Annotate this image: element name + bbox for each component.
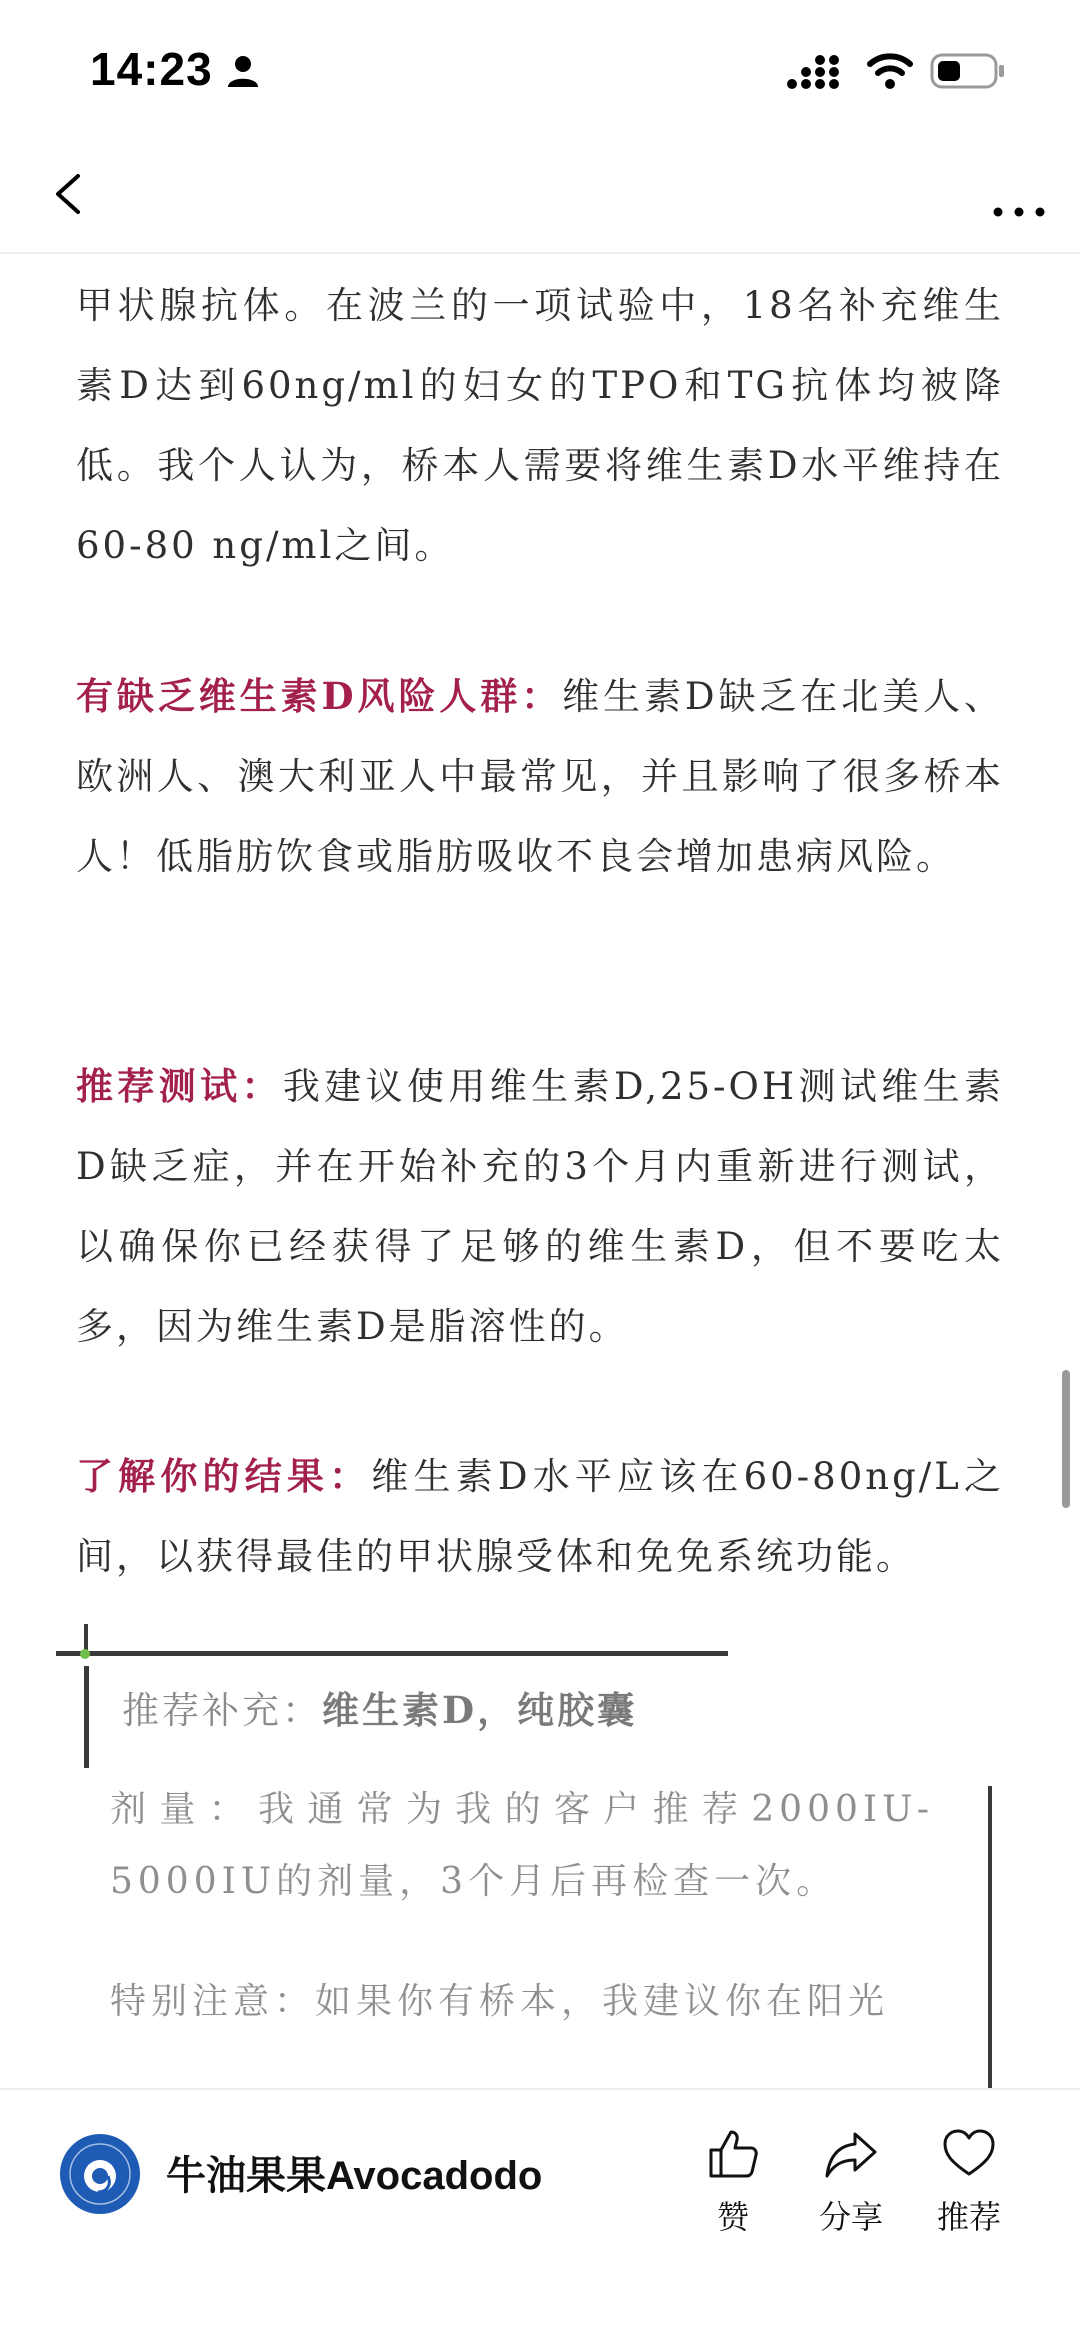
share-label: 分享 [818,2199,883,2235]
dosage-text: 剂量：我通常为我的客户推荐2000IU-5000IU的剂量，3个月后再检查一次。 [110,1789,934,1902]
recommend-button[interactable] [914,2126,1024,2238]
quote-corner-tick [84,1624,88,1650]
battery-icon [930,52,1006,94]
special-note-text: 特别注意：如果你有桥本，我建议你在阳光 [110,1981,890,2022]
person-icon [226,54,260,92]
results-heading: 了解你的结果： [76,1454,372,1498]
share-button[interactable] [796,2126,906,2238]
avatar-logo[interactable] [60,2134,140,2214]
quote-top-rule [56,1651,728,1656]
account-name[interactable]: 牛油果果Avocadodo [166,2154,543,2198]
paragraph-risk-group [76,656,1004,897]
supplement-title-name: 维生素D，纯胶囊 [322,1688,638,1732]
back-button[interactable] [40,162,104,226]
thumbs-up-icon [705,2126,761,2182]
recommended-test-heading: 推荐测试： [76,1064,283,1108]
article-content [0,254,1080,2088]
scroll-indicator[interactable] [1062,1370,1070,1508]
more-button[interactable] [984,162,1054,226]
status-time: 14:23 [90,43,213,95]
like-button[interactable] [678,2126,788,2238]
share-icon [823,2126,879,2182]
status-bar [0,0,1080,140]
more-icon [984,162,1054,226]
quote-dot [80,1649,90,1659]
paragraph-recommended-test [76,1046,1004,1367]
risk-group-text: 维生素D缺乏在北美人、欧洲人、澳大利亚人中最常见，并且影响了很多桥本人！低脂肪饮食或脂肪吸收不良会增加患病风险。 [76,675,1004,878]
wifi-icon [866,50,914,94]
supplement-title-prefix: 推荐补充： [122,1689,322,1732]
paragraph-results [76,1436,1004,1597]
results-text: 维生素D水平应该在60-80ng/L之间，以获得最佳的甲状腺受体和免免系统功能。 [76,1455,1004,1578]
bottom-action-bar [0,2088,1080,2339]
signal-icon [786,54,846,94]
back-icon [40,162,104,226]
navigation-bar [0,140,1080,254]
recommended-test-text: 我建议使用维生素D,25-OH测试维生素D缺乏症，并在开始补充的3个月内重新进行测试，以确保你已经获得了足够的维生素D，但不要吃太多，因为维生素D是脂溶性的。 [76,1065,1005,1348]
heart-icon [941,2126,997,2182]
quote-right-rule [988,1786,992,2088]
recommend-label: 推荐 [936,2199,1001,2235]
supplement-title [122,1680,637,1734]
risk-group-heading: 有缺乏维生素D风险人群： [76,674,563,718]
like-label: 赞 [716,2199,749,2235]
paragraph-antibodies: 甲状腺抗体。在波兰的一项试验中，18名补充维生素D达到60ng/ml的妇女的TPO和TG抗体均被降低。我个人认为，桥本人需要将维生素D水平维持在60-80 ng/ml之间。 [76,284,1004,567]
quote-left-rule [84,1666,89,1768]
